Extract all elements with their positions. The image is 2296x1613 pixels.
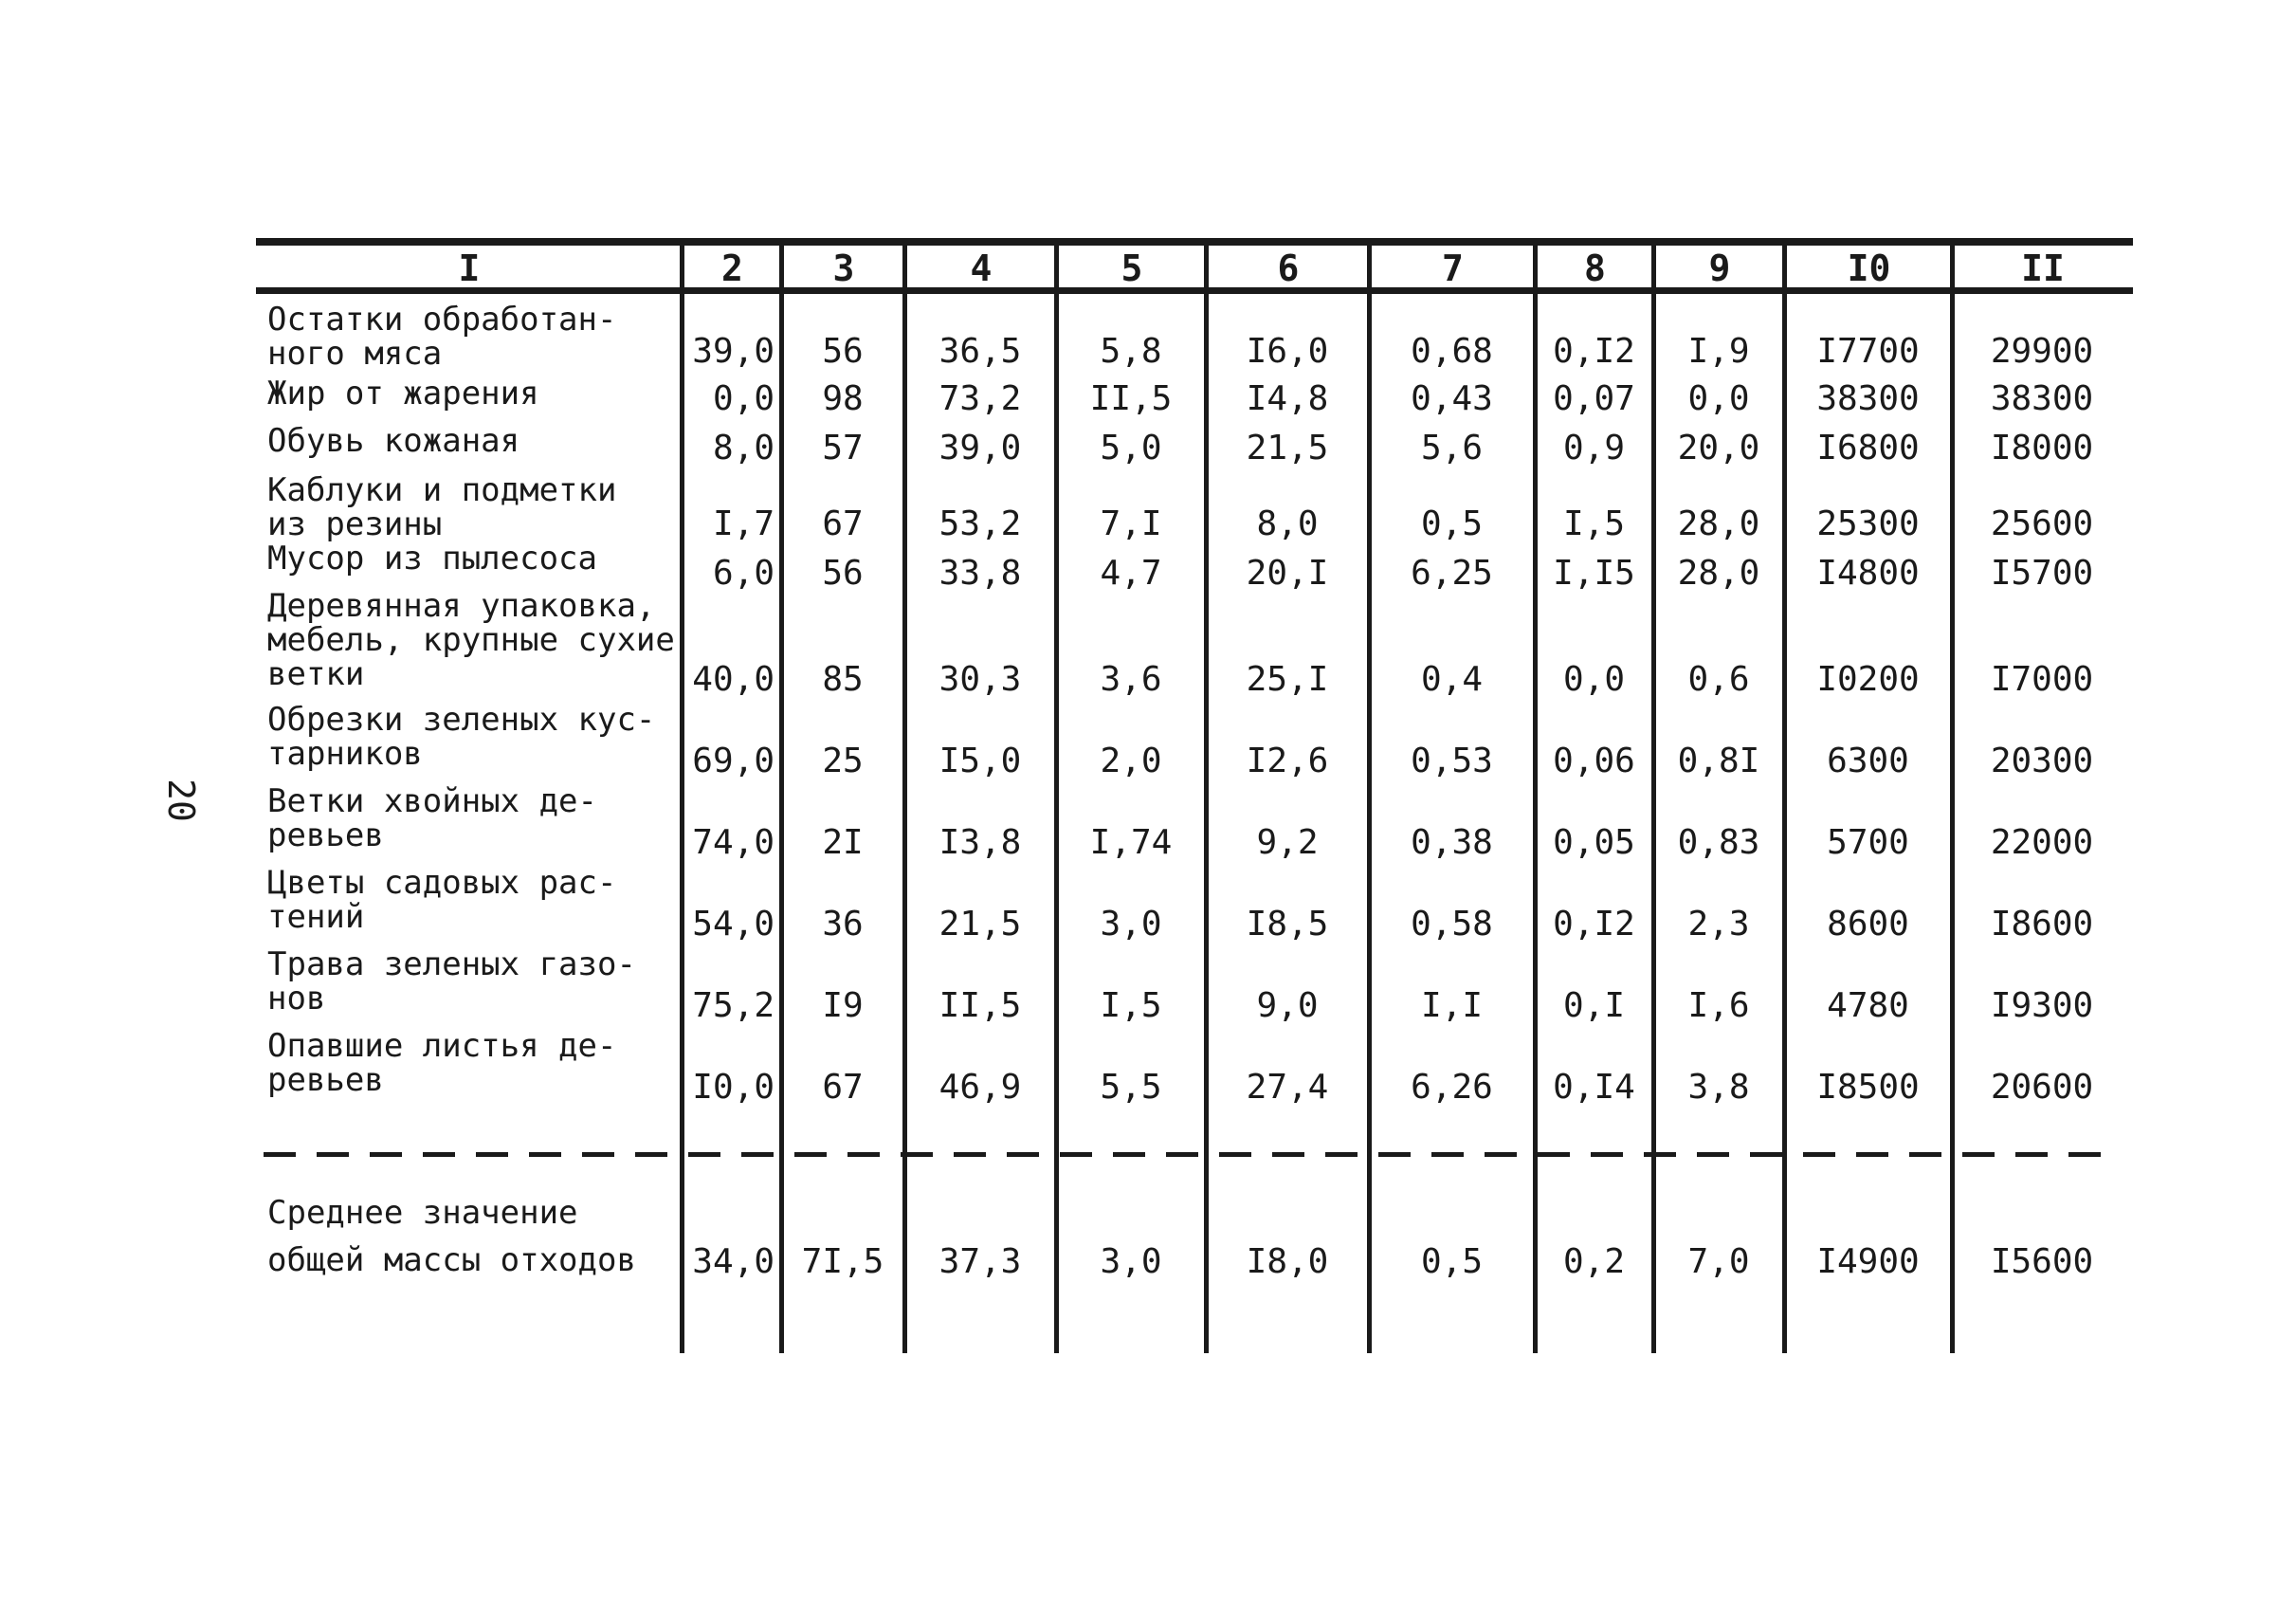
table-cell: I0200 xyxy=(1816,660,1920,699)
table-cell: 5700 xyxy=(1827,823,1909,862)
data-table xyxy=(256,238,2133,1357)
column-rule xyxy=(1782,242,1787,1353)
column-header-label: 7 xyxy=(1438,247,1467,293)
table-cell: 67 xyxy=(822,504,864,543)
table-cell: 0,05 xyxy=(1553,823,1635,862)
table-cell: 0,6 xyxy=(1687,660,1750,699)
table-cell: 0,83 xyxy=(1677,823,1760,862)
table-cell: 21,5 xyxy=(1246,429,1329,467)
table-cell: I,I5 xyxy=(1553,554,1635,593)
column-rule xyxy=(779,242,784,1353)
table-cell: 0,9 xyxy=(1562,429,1626,467)
table-cell: 5,0 xyxy=(1100,429,1162,467)
table-cell: 2I xyxy=(822,823,864,862)
column-header-label: 5 xyxy=(1118,247,1147,293)
table-cell: 20,0 xyxy=(1677,429,1760,467)
table-cell: 8600 xyxy=(1827,905,1909,944)
column-header-label: 8 xyxy=(1580,247,1610,293)
row-label: Обрезки зеленых кус- тарников xyxy=(267,701,656,773)
row-label: Опавшие листья де- ревьев xyxy=(267,1027,617,1099)
table-cell: 0,5 xyxy=(1420,504,1484,543)
table-cell: 25600 xyxy=(1990,504,2094,543)
table-cell: I8000 xyxy=(1990,429,2094,467)
table-cell: I5700 xyxy=(1990,554,2094,593)
column-header xyxy=(1207,247,1370,289)
table-cell: 39,0 xyxy=(692,332,774,371)
row-label: Ветки хвойных де- ревьев xyxy=(267,782,597,854)
average-row-label: Среднее значение xyxy=(267,1194,578,1232)
table-cell: 9,0 xyxy=(1256,986,1319,1025)
table-cell: 0,68 xyxy=(1411,332,1493,371)
column-header-label: II xyxy=(2017,247,2068,293)
table-cell: 54,0 xyxy=(692,905,774,944)
table-cell: 0,58 xyxy=(1411,905,1493,944)
row-label: Трава зеленых газо- нов xyxy=(267,945,636,1017)
table-cell: I,6 xyxy=(1687,986,1750,1025)
table-cell: 0,I xyxy=(1562,986,1626,1025)
table-cell: 8,0 xyxy=(712,429,774,467)
column-rule xyxy=(1204,242,1209,1353)
table-cell: 73,2 xyxy=(938,379,1022,418)
average-cell: 37,3 xyxy=(938,1242,1022,1281)
column-header xyxy=(1785,247,1953,289)
table-cell: 75,2 xyxy=(692,986,774,1025)
table-cell: 0,I2 xyxy=(1553,905,1635,944)
table-cell: 8,0 xyxy=(1256,504,1319,543)
column-header-label: 4 xyxy=(967,247,996,293)
table-cell: 9,2 xyxy=(1256,823,1319,862)
average-cell: 0,5 xyxy=(1420,1242,1484,1281)
table-cell: 25300 xyxy=(1816,504,1920,543)
column-header xyxy=(905,247,1057,289)
table-cell: 0,4 xyxy=(1420,660,1484,699)
table-cell: 4780 xyxy=(1827,986,1909,1025)
table-cell: 7,I xyxy=(1100,504,1162,543)
table-cell: 56 xyxy=(822,554,864,593)
table-cell: 36,5 xyxy=(938,332,1022,371)
table-cell: 6,25 xyxy=(1411,554,1493,593)
table-cell: I7000 xyxy=(1990,660,2094,699)
table-cell: 2,3 xyxy=(1687,905,1750,944)
table-cell: 36 xyxy=(822,905,864,944)
table-cell: 5,8 xyxy=(1100,332,1162,371)
table-cell: 67 xyxy=(822,1068,864,1107)
table-cell: 0,0 xyxy=(1562,660,1626,699)
table-cell: 57 xyxy=(822,429,864,467)
column-rule xyxy=(680,242,684,1353)
table-cell: 56 xyxy=(822,332,864,371)
column-rule xyxy=(1054,242,1059,1353)
average-cell: 7I,5 xyxy=(801,1242,884,1281)
table-cell: I6800 xyxy=(1816,429,1920,467)
table-cell: I,9 xyxy=(1687,332,1750,371)
column-header xyxy=(1370,247,1536,289)
table-cell: I5,0 xyxy=(938,742,1022,780)
row-label: Каблуки и подметки из резины xyxy=(267,471,617,543)
table-cell: 20600 xyxy=(1990,1068,2094,1107)
table-cell: I,I xyxy=(1420,986,1484,1025)
average-cell: I4900 xyxy=(1816,1242,1920,1281)
column-header xyxy=(1536,247,1654,289)
table-cell: I,74 xyxy=(1089,823,1173,862)
row-label: Жир от жарения xyxy=(267,375,539,412)
average-cell: 7,0 xyxy=(1687,1242,1750,1281)
column-rule xyxy=(902,242,907,1353)
table-cell: II,5 xyxy=(938,986,1022,1025)
table-cell: 5,6 xyxy=(1420,429,1484,467)
table-cell: I3,8 xyxy=(938,823,1022,862)
table-cell: 3,6 xyxy=(1100,660,1162,699)
row-label: Деревянная упаковка, мебель, крупные сухие ветки xyxy=(267,587,675,693)
table-cell: 0,I2 xyxy=(1553,332,1635,371)
table-cell: 98 xyxy=(822,379,864,418)
average-cell: I8,0 xyxy=(1246,1242,1329,1281)
average-cell: 3,0 xyxy=(1100,1242,1162,1281)
column-header-label: 3 xyxy=(829,247,859,293)
table-cell: I9300 xyxy=(1990,986,2094,1025)
table-cell: 27,4 xyxy=(1246,1068,1329,1107)
column-header xyxy=(683,247,782,289)
average-cell: 34,0 xyxy=(692,1242,774,1281)
table-cell: 30,3 xyxy=(938,660,1022,699)
table-cell: 0,53 xyxy=(1411,742,1493,780)
row-label: Обувь кожаная xyxy=(267,422,520,460)
average-cell: I5600 xyxy=(1990,1242,2094,1281)
column-header-label: 6 xyxy=(1274,247,1303,293)
table-cell: 20300 xyxy=(1990,742,2094,780)
table-cell: 6,26 xyxy=(1411,1068,1493,1107)
table-cell: 0,0 xyxy=(712,379,774,418)
table-cell: 0,07 xyxy=(1553,379,1635,418)
table-cell: 2,0 xyxy=(1100,742,1162,780)
table-cell: 0,06 xyxy=(1553,742,1635,780)
table-cell: 4,7 xyxy=(1100,554,1162,593)
table-cell: I,5 xyxy=(1562,504,1626,543)
table-cell: I,5 xyxy=(1100,986,1162,1025)
column-header xyxy=(1654,247,1785,289)
table-cell: 21,5 xyxy=(938,905,1022,944)
table-cell: 3,8 xyxy=(1687,1068,1750,1107)
column-header-label: 9 xyxy=(1705,247,1735,293)
table-cell: 53,2 xyxy=(938,504,1022,543)
row-label: Цветы садовых рас- тений xyxy=(267,864,617,936)
table-cell: I8600 xyxy=(1990,905,2094,944)
table-cell: 3,0 xyxy=(1100,905,1162,944)
table-cell: 85 xyxy=(822,660,864,699)
column-header-label: 2 xyxy=(718,247,747,293)
column-header xyxy=(256,247,683,289)
table-cell: 25 xyxy=(822,742,864,780)
column-rule xyxy=(1950,242,1955,1353)
row-label: Остатки обработан- ного мяса xyxy=(267,301,617,373)
table-cell: 0,I4 xyxy=(1553,1068,1635,1107)
table-cell: 0,43 xyxy=(1411,379,1493,418)
column-header xyxy=(782,247,905,289)
table-cell: 33,8 xyxy=(938,554,1022,593)
table-cell: 69,0 xyxy=(692,742,774,780)
table-cell: I4800 xyxy=(1816,554,1920,593)
table-cell: 6,0 xyxy=(712,554,774,593)
table-top-thin-rule xyxy=(256,244,2133,246)
table-cell: I8500 xyxy=(1816,1068,1920,1107)
table-cell: 28,0 xyxy=(1677,504,1760,543)
table-cell: 0,0 xyxy=(1687,379,1750,418)
table-cell: I6,0 xyxy=(1246,332,1329,371)
table-cell: I2,6 xyxy=(1246,742,1329,780)
table-cell: 28,0 xyxy=(1677,554,1760,593)
column-rule xyxy=(1651,242,1656,1353)
table-cell: I8,5 xyxy=(1246,905,1329,944)
column-header xyxy=(1057,247,1207,289)
table-cell: 29900 xyxy=(1990,332,2094,371)
average-cell: 0,2 xyxy=(1562,1242,1626,1281)
column-rule xyxy=(1533,242,1538,1353)
table-cell: I7700 xyxy=(1816,332,1920,371)
table-cell: 38300 xyxy=(1990,379,2094,418)
table-cell: 0,8I xyxy=(1677,742,1760,780)
column-header xyxy=(1953,247,2133,289)
row-label: Мусор из пылесоса xyxy=(267,540,597,577)
column-header-label: I xyxy=(455,247,484,293)
column-header-label: I0 xyxy=(1844,247,1895,293)
table-cell: 25,I xyxy=(1246,660,1329,699)
table-cell: I,7 xyxy=(712,504,774,543)
table-cell: 40,0 xyxy=(692,660,774,699)
average-row-label: общей массы отходов xyxy=(267,1241,636,1279)
page-number: 20 xyxy=(159,779,202,822)
table-cell: I9 xyxy=(822,986,864,1025)
table-cell: 38300 xyxy=(1816,379,1920,418)
table-cell: 0,38 xyxy=(1411,823,1493,862)
column-rule xyxy=(1367,242,1372,1353)
dashed-separator xyxy=(264,1152,2122,1157)
table-cell: I0,0 xyxy=(692,1068,774,1107)
table-cell: 20,I xyxy=(1246,554,1329,593)
table-cell: 74,0 xyxy=(692,823,774,862)
table-cell: 5,5 xyxy=(1100,1068,1162,1107)
table-cell: 22000 xyxy=(1990,823,2094,862)
table-cell: 46,9 xyxy=(938,1068,1022,1107)
table-cell: I4,8 xyxy=(1246,379,1329,418)
table-cell: II,5 xyxy=(1089,379,1173,418)
table-cell: 39,0 xyxy=(938,429,1022,467)
table-cell: 6300 xyxy=(1827,742,1909,780)
